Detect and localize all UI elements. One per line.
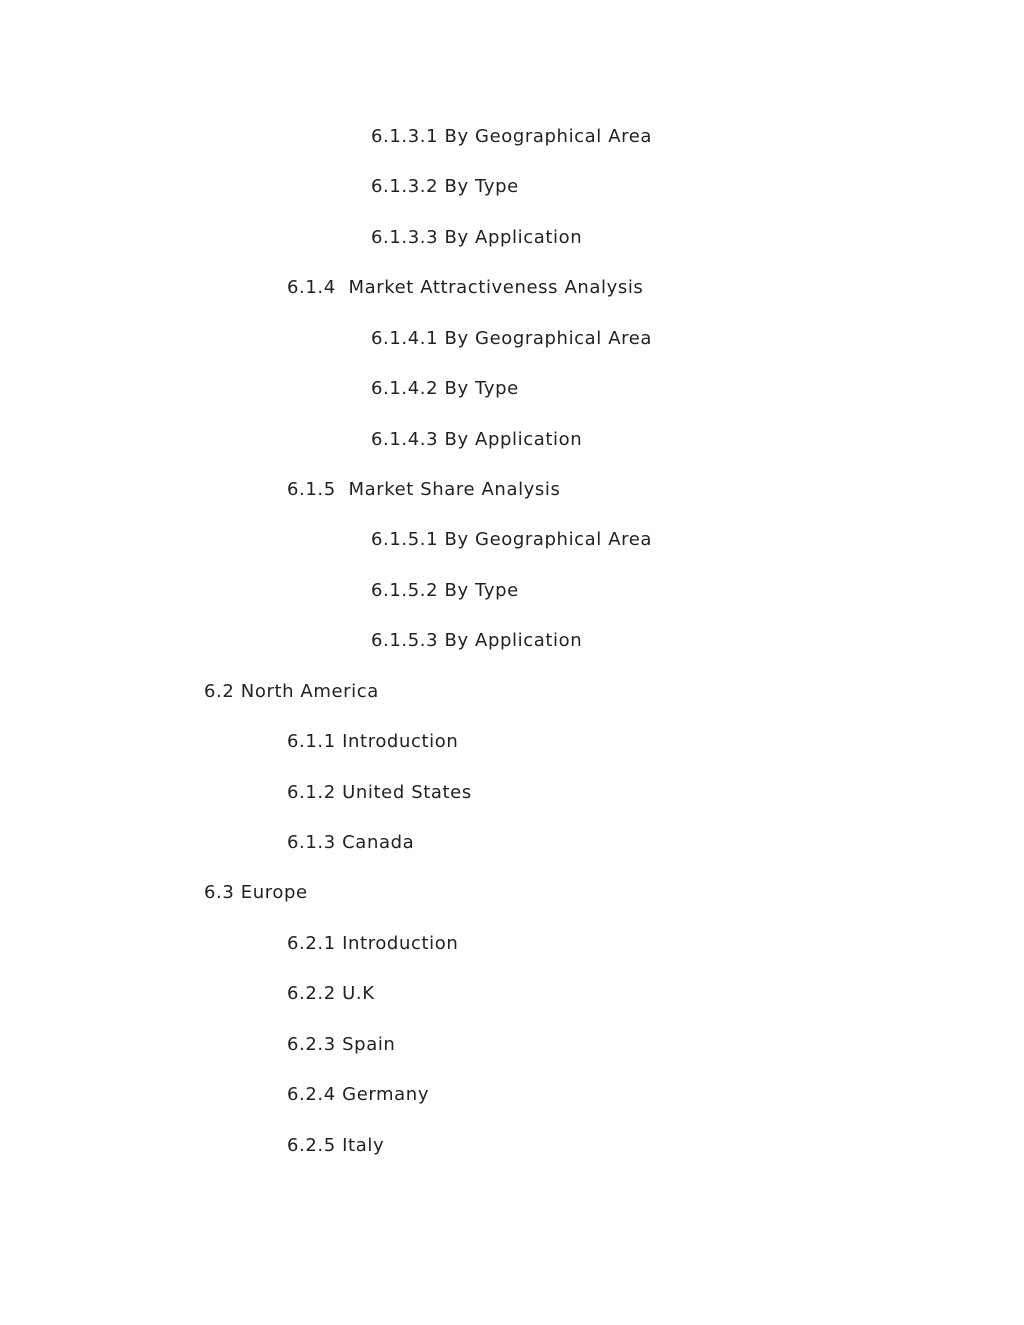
- toc-entry: [204, 881, 308, 905]
- toc-entry-title: U.K: [342, 983, 375, 1004]
- toc-entry-number: 6.1.2: [287, 782, 336, 803]
- toc-entry-number: 6.1.4.1: [371, 328, 439, 349]
- toc-entry: [287, 1134, 384, 1158]
- toc-entry-title: Spain: [342, 1034, 396, 1055]
- toc-entry: [287, 932, 458, 956]
- toc-entry: [287, 730, 458, 754]
- toc-entry-number: 6.3: [204, 882, 235, 903]
- toc-entry-number: 6.2.3: [287, 1034, 336, 1055]
- toc-entry-number: 6.1.3: [287, 832, 336, 853]
- toc-entry-number: 6.1.3.1: [371, 126, 439, 147]
- toc-entry: [371, 579, 519, 603]
- toc-entry-title: Market Attractiveness Analysis: [342, 277, 644, 298]
- toc-entry-number: 6.1.5.1: [371, 529, 439, 550]
- toc-entry-number: 6.1.3.2: [371, 176, 439, 197]
- toc-entry: [371, 175, 519, 199]
- toc-entry-title: By Application: [444, 227, 583, 248]
- toc-entry-number: 6.2.2: [287, 983, 336, 1004]
- toc-entry-number: 6.1.3.3: [371, 227, 439, 248]
- toc-entry: [287, 1083, 429, 1107]
- toc-entry: [371, 327, 652, 351]
- toc-entry-number: 6.2.1: [287, 933, 336, 954]
- toc-entry: [204, 680, 379, 704]
- toc-entry: [371, 377, 519, 401]
- toc-entry-number: 6.1.4.2: [371, 378, 439, 399]
- toc-entry-title: Canada: [342, 832, 415, 853]
- toc-entry-number: 6.1.5.3: [371, 630, 439, 651]
- toc-entry-title: By Geographical Area: [444, 126, 653, 147]
- toc-entry-title: Market Share Analysis: [342, 479, 561, 500]
- toc-entry-title: Germany: [342, 1084, 430, 1105]
- toc-entry-title: By Geographical Area: [444, 328, 653, 349]
- toc-entry-title: Introduction: [342, 933, 459, 954]
- toc-entry-title: By Type: [444, 176, 519, 197]
- toc-entry: [371, 226, 582, 250]
- toc-entry-title: United States: [342, 782, 472, 803]
- toc-entry: [287, 831, 414, 855]
- toc-entry: [371, 528, 652, 552]
- toc-entry-title: By Application: [444, 429, 583, 450]
- toc-entry: [371, 629, 582, 653]
- toc-entry: [371, 125, 652, 149]
- toc-entry-title: Introduction: [342, 731, 459, 752]
- toc-entry: [287, 1033, 395, 1057]
- toc-entry-number: 6.2.4: [287, 1084, 336, 1105]
- toc-entry-number: 6.1.1: [287, 731, 336, 752]
- toc-entry-number: 6.1.5: [287, 479, 336, 500]
- toc-entry-title: North America: [240, 681, 379, 702]
- toc-entry: [287, 276, 643, 300]
- toc-entry-title: Italy: [342, 1135, 385, 1156]
- toc-entry-number: 6.1.5.2: [371, 580, 439, 601]
- toc-entry: [287, 478, 561, 502]
- toc-entry-number: 6.1.4: [287, 277, 336, 298]
- toc-entry: [371, 428, 582, 452]
- toc-entry: [287, 781, 472, 805]
- toc-entry-title: By Type: [444, 580, 519, 601]
- toc-entry-number: 6.2: [204, 681, 235, 702]
- toc-entry-title: By Application: [444, 630, 583, 651]
- toc-entry-title: By Geographical Area: [444, 529, 653, 550]
- toc-entry: [287, 982, 375, 1006]
- toc-entry-title: By Type: [444, 378, 519, 399]
- toc-entry-number: 6.2.5: [287, 1135, 336, 1156]
- toc-entry-title: Europe: [240, 882, 308, 903]
- toc-entry-number: 6.1.4.3: [371, 429, 439, 450]
